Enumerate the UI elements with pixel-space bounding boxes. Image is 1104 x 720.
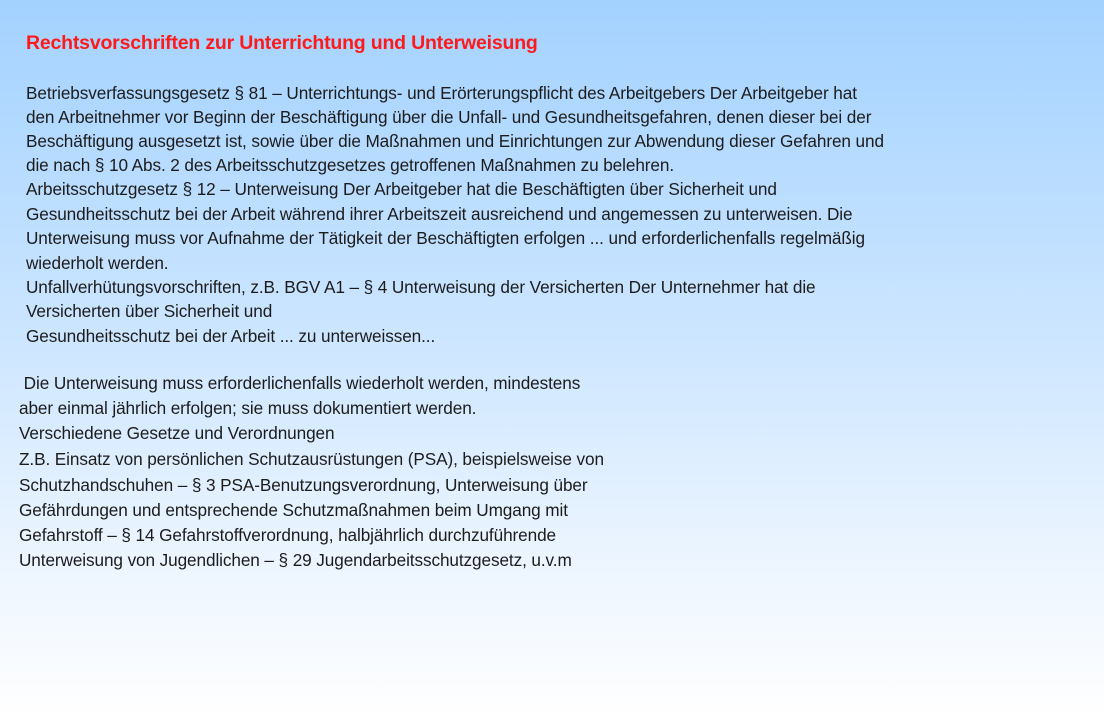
text-line: Unterweisung von Jugendlichen – § 29 Jugendarbeitsschutzgesetz, u.v.m — [19, 550, 572, 570]
text-line: Gefahrstoff – § 14 Gefahrstoffverordnung, halbjährlich durchzuführende — [19, 525, 556, 545]
text-line: Z.B. Einsatz von persönlichen Schutzausrüstungen (PSA), beispielsweise von — [19, 449, 604, 469]
text-line: Arbeitsschutzgesetz § 12 – Unterweisung Der Arbeitgeber hat die Beschäftigten über Sicherheit und — [26, 179, 777, 199]
text-line: Schutzhandschuhen – § 3 PSA-Benutzungsverordnung, Unterweisung über — [19, 475, 588, 495]
text-line: Betriebsverfassungsgesetz § 81 – Unterrichtungs- und Erörterungspflicht des Arbeitgebers Der Arbeitgeber hat — [26, 83, 857, 103]
text-line: Beschäftigung ausgesetzt ist, sowie über die Maßnahmen und Einrichtungen zur Abwendung dieser Gefahren und — [26, 131, 884, 151]
text-line: Die Unterweisung muss erforderlichenfalls wiederholt werden, mindestens — [19, 373, 581, 393]
text-line: die nach § 10 Abs. 2 des Arbeitsschutzgesetzes getroffenen Maßnahmen zu belehren. — [26, 155, 674, 175]
text-line: Gesundheitsschutz bei der Arbeit während ihrer Arbeitszeit ausreichend und angemessen zu unterweisen. Die — [26, 204, 853, 224]
text-line: Gefährdungen und entsprechende Schutzmaßnahmen beim Umgang mit — [19, 500, 568, 520]
text-line: den Arbeitnehmer vor Beginn der Beschäftigung über die Unfall- und Gesundheitsgefahren, denen dieser bei der — [26, 107, 872, 127]
text-line: Unfallverhütungsvorschriften, z.B. BGV A1 – § 4 Unterweisung der Versicherten Der Unternehmer hat die — [26, 277, 816, 297]
page-title: Rechtsvorschriften zur Unterrichtung und Unterweisung — [26, 32, 538, 54]
text-line: wiederholt werden. — [26, 253, 169, 273]
text-line: Gesundheitsschutz bei der Arbeit ... zu unterweissen... — [26, 326, 436, 346]
text-line: Unterweisung muss vor Aufnahme der Tätigkeit der Beschäftigten erfolgen ... und erforderlichenfalls regelmäßig — [26, 228, 865, 248]
text-line: Verschiedene Gesetze und Verordnungen — [19, 423, 335, 443]
text-line: aber einmal jährlich erfolgen; sie muss dokumentiert werden. — [19, 398, 477, 418]
text-line: Versicherten über Sicherheit und — [26, 301, 273, 321]
